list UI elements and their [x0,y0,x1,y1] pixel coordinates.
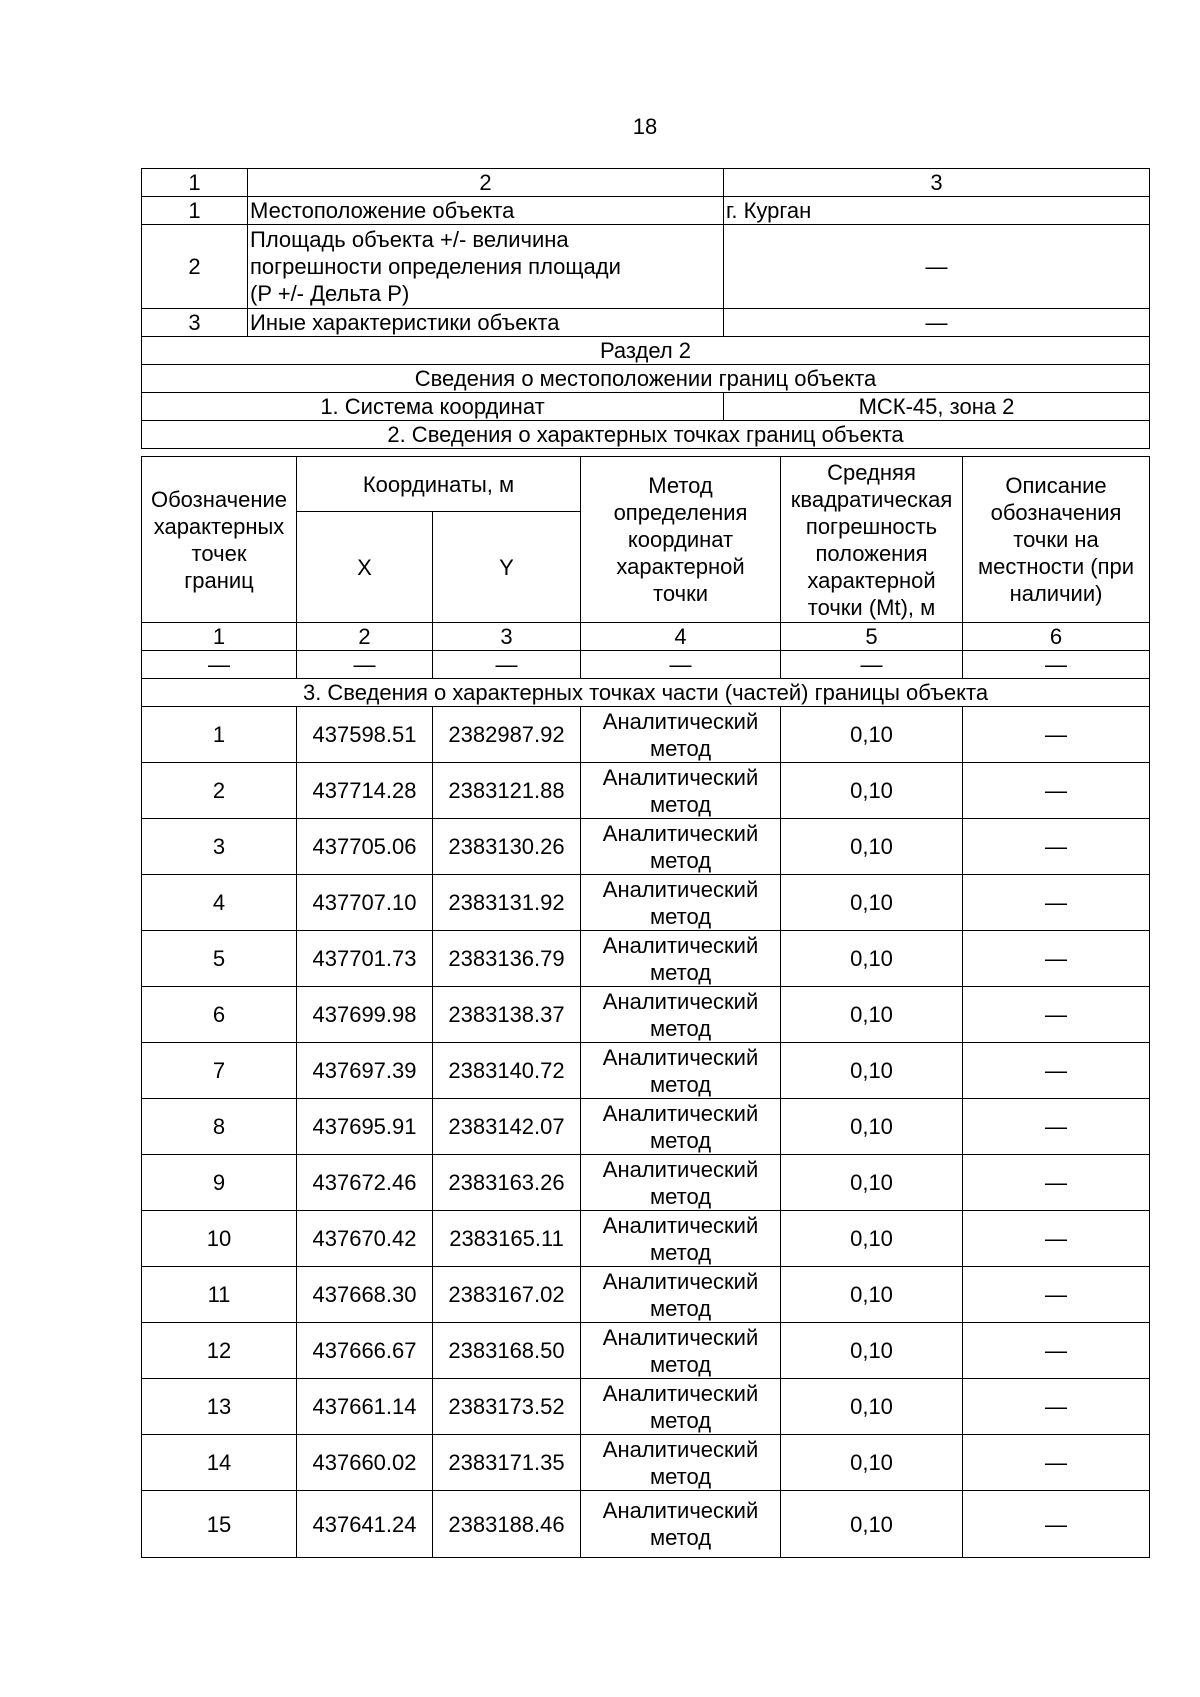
text-line: наличии) [1009,581,1103,606]
error-value: 0,10 [781,1099,963,1155]
method-cell [581,707,781,763]
y-coordinate: 2383165.11 [433,1211,581,1267]
text-line: Аналитический [602,1436,759,1462]
description-value: — [963,1379,1150,1435]
text-line: метод [649,1127,712,1153]
point-number: 9 [142,1155,297,1211]
text-line: Средняя [827,459,916,485]
error-value: 0,10 [781,707,963,763]
text-line: местности (при [977,554,1135,579]
text-line: Аналитический [602,764,759,790]
y-coordinate: 2383140.72 [433,1043,581,1099]
text-line: характерной [807,567,936,593]
section-subtitle-row [142,365,1150,393]
text-line: Аналитический [602,1268,759,1294]
point-number: 3 [142,819,297,875]
x-coordinate: 437697.39 [297,1043,433,1099]
text-line: погрешность [805,513,938,539]
table-row [142,1379,1150,1435]
method-cell [581,1379,781,1435]
method-cell [581,1323,781,1379]
text-line: Аналитический [602,1212,759,1238]
characteristic-name: Местоположение объекта [248,197,724,225]
x-coordinate: 437670.42 [297,1211,433,1267]
characteristic-name: Иные характеристики объекта [248,309,724,337]
error-value: 0,10 [781,763,963,819]
description-value: — [963,875,1150,931]
text-line: характерных [153,513,285,539]
characteristics-table [141,168,1150,449]
y-coordinate: 2383168.50 [433,1323,581,1379]
x-coordinate: 437672.46 [297,1155,433,1211]
error-value: 0,10 [781,1211,963,1267]
description-value: — [963,1267,1150,1323]
text-line: метод [649,1015,712,1041]
table-row [142,309,1150,337]
x-coordinate: 437699.98 [297,987,433,1043]
text-line: метод [649,1239,712,1265]
text-line: положения [815,540,928,566]
point-number: 13 [142,1379,297,1435]
table-row [142,197,1150,225]
method-cell [581,763,781,819]
table-row [142,819,1150,875]
x-coordinate: 437707.10 [297,875,433,931]
error-value: 0,10 [781,819,963,875]
table-row [142,763,1150,819]
text-line: Аналитический [602,1324,759,1350]
table-row [142,1267,1150,1323]
error-value: 0,10 [781,931,963,987]
table-row [142,987,1150,1043]
part-heading-row [142,679,1150,707]
points-heading-row [142,421,1150,449]
column-number: 2 [297,623,433,651]
text-line: метод [649,1295,712,1321]
text-line: Аналитический [602,988,759,1014]
empty-cell: — [963,651,1150,679]
error-value: 0,10 [781,1323,963,1379]
method-cell [581,1155,781,1211]
method-cell [581,931,781,987]
page-number: 18 [632,114,658,139]
description-value: — [963,1211,1150,1267]
y-coordinate: 2383142.07 [433,1099,581,1155]
table-row [142,1043,1150,1099]
text-line: метод [649,735,712,761]
text-line: точки на [1013,527,1099,552]
section-title: Раздел 2 [142,337,1150,365]
description-value: — [963,1043,1150,1099]
text-line: Аналитический [602,1498,759,1523]
header-cell: 3 [724,169,1150,197]
y-coordinate: 2383188.46 [433,1491,581,1558]
method-cell [581,1099,781,1155]
row-number: 3 [142,309,248,337]
y-coordinate: 2383131.92 [433,875,581,931]
empty-cell: — [433,651,581,679]
error-value: 0,10 [781,1155,963,1211]
method-cell [581,1211,781,1267]
method-header [581,457,781,623]
text-line: метод [649,1525,712,1550]
description-header [963,457,1150,623]
part-heading: 3. Сведения о характерных точках части (частей) границы объекта [142,679,1150,707]
text-line: характерной [616,554,745,579]
text-line: Метод [648,473,713,498]
text-line: Аналитический [602,1380,759,1406]
point-number: 14 [142,1435,297,1491]
text-line: точки (Mt), м [807,594,936,620]
table-row [142,1155,1150,1211]
y-coordinate: 2383173.52 [433,1379,581,1435]
points-table [141,456,1150,1558]
description-value: — [963,1323,1150,1379]
y-header: Y [433,512,581,623]
characteristic-name [248,225,724,309]
x-coordinate: 437714.28 [297,763,433,819]
column-numbers-row [142,623,1150,651]
coordinate-system-value: МСК-45, зона 2 [724,393,1150,421]
text-line: координат [627,527,734,552]
text-line: метод [649,1351,712,1377]
column-number: 3 [433,623,581,651]
point-number: 10 [142,1211,297,1267]
point-number: 15 [142,1491,297,1558]
x-coordinate: 437598.51 [297,707,433,763]
empty-cell: — [581,651,781,679]
text-line: точки [653,581,708,606]
table-header-row [142,169,1150,197]
table-row [142,225,1150,309]
text-line: (P +/- Дельта P) [250,281,410,306]
text-line: Аналитический [602,1100,759,1126]
text-line: метод [649,791,712,817]
method-cell [581,1435,781,1491]
text-line: Аналитический [602,708,759,734]
text-line: Аналитический [602,876,759,902]
x-coordinate: 437668.30 [297,1267,433,1323]
y-coordinate: 2383121.88 [433,763,581,819]
method-cell [581,1491,781,1558]
y-coordinate: 2382987.92 [433,707,581,763]
description-value: — [963,1491,1150,1558]
x-header: X [297,512,433,623]
description-value: — [963,707,1150,763]
method-cell [581,819,781,875]
text-line: метод [649,1183,712,1209]
x-coordinate: 437661.14 [297,1379,433,1435]
text-line: Описание [1005,473,1107,498]
point-number: 8 [142,1099,297,1155]
text-line: определения [613,500,748,525]
text-line: метод [649,903,712,929]
point-number: 1 [142,707,297,763]
table-row [142,1491,1150,1558]
y-coordinate: 2383163.26 [433,1155,581,1211]
y-coordinate: 2383130.26 [433,819,581,875]
error-value: 0,10 [781,1267,963,1323]
method-cell [581,875,781,931]
method-cell [581,987,781,1043]
empty-cell: — [297,651,433,679]
x-coordinate: 437660.02 [297,1435,433,1491]
header-cell: 2 [248,169,724,197]
text-line: границ [184,567,254,593]
error-value: 0,10 [781,1435,963,1491]
description-value: — [963,1435,1150,1491]
method-cell [581,1043,781,1099]
points-heading: 2. Сведения о характерных точках границ объекта [142,421,1150,449]
y-coordinate: 2383138.37 [433,987,581,1043]
point-number: 11 [142,1267,297,1323]
text-line: метод [649,1463,712,1489]
method-cell [581,1267,781,1323]
point-number: 12 [142,1323,297,1379]
text-line: Аналитический [602,820,759,846]
point-number: 2 [142,763,297,819]
x-coordinate: 437705.06 [297,819,433,875]
description-value: — [963,987,1150,1043]
row-number: 2 [142,225,248,309]
characteristic-value: — [724,225,1150,309]
column-number: 5 [781,623,963,651]
row-number: 1 [142,197,248,225]
table-row [142,875,1150,931]
x-coordinate: 437641.24 [297,1491,433,1558]
column-number: 1 [142,623,297,651]
x-coordinate: 437701.73 [297,931,433,987]
text-line: Площадь объекта +/- величина [250,227,569,252]
point-number: 6 [142,987,297,1043]
y-coordinate: 2383167.02 [433,1267,581,1323]
coordinate-system-label: 1. Система координат [142,393,724,421]
text-line: метод [649,959,712,985]
empty-cell: — [781,651,963,679]
description-value: — [963,819,1150,875]
text-line: обозначения [990,500,1122,525]
column-number: 4 [581,623,781,651]
description-value: — [963,1099,1150,1155]
y-coordinate: 2383136.79 [433,931,581,987]
designation-header [142,457,297,623]
characteristic-value: — [724,309,1150,337]
text-line: Аналитический [602,932,759,958]
table-row [142,707,1150,763]
description-value: — [963,931,1150,987]
description-value: — [963,1155,1150,1211]
text-line: метод [649,1071,712,1097]
text-line: Обозначение [150,486,288,512]
table-row [142,1211,1150,1267]
text-line: метод [649,1407,712,1433]
x-coordinate: 437666.67 [297,1323,433,1379]
table-row [142,1323,1150,1379]
description-value: — [963,763,1150,819]
table-row [142,1435,1150,1491]
text-line: Аналитический [602,1156,759,1182]
point-number: 7 [142,1043,297,1099]
characteristic-value: г. Курган [724,197,1150,225]
error-value: 0,10 [781,1491,963,1558]
header-cell: 1 [142,169,248,197]
point-number: 5 [142,931,297,987]
text-line: квадратическая [790,486,953,512]
table-row [142,1099,1150,1155]
column-number: 6 [963,623,1150,651]
text-line: точек [191,540,247,566]
section-title-row [142,337,1150,365]
table-row [142,931,1150,987]
points-header-row [142,457,1150,512]
y-coordinate: 2383171.35 [433,1435,581,1491]
text-line: метод [649,847,712,873]
empty-points-row [142,651,1150,679]
text-line: погрешности определения площади [250,254,621,279]
point-number: 4 [142,875,297,931]
error-value: 0,10 [781,1379,963,1435]
point-rows [142,707,1150,1558]
empty-cell: — [142,651,297,679]
coordinate-system-row [142,393,1150,421]
text-line: Аналитический [602,1044,759,1070]
error-value: 0,10 [781,875,963,931]
error-value: 0,10 [781,1043,963,1099]
error-header [781,457,963,623]
error-value: 0,10 [781,987,963,1043]
section-subtitle: Сведения о местоположении границ объекта [142,365,1150,393]
x-coordinate: 437695.91 [297,1099,433,1155]
coordinates-header: Координаты, м [297,457,581,512]
